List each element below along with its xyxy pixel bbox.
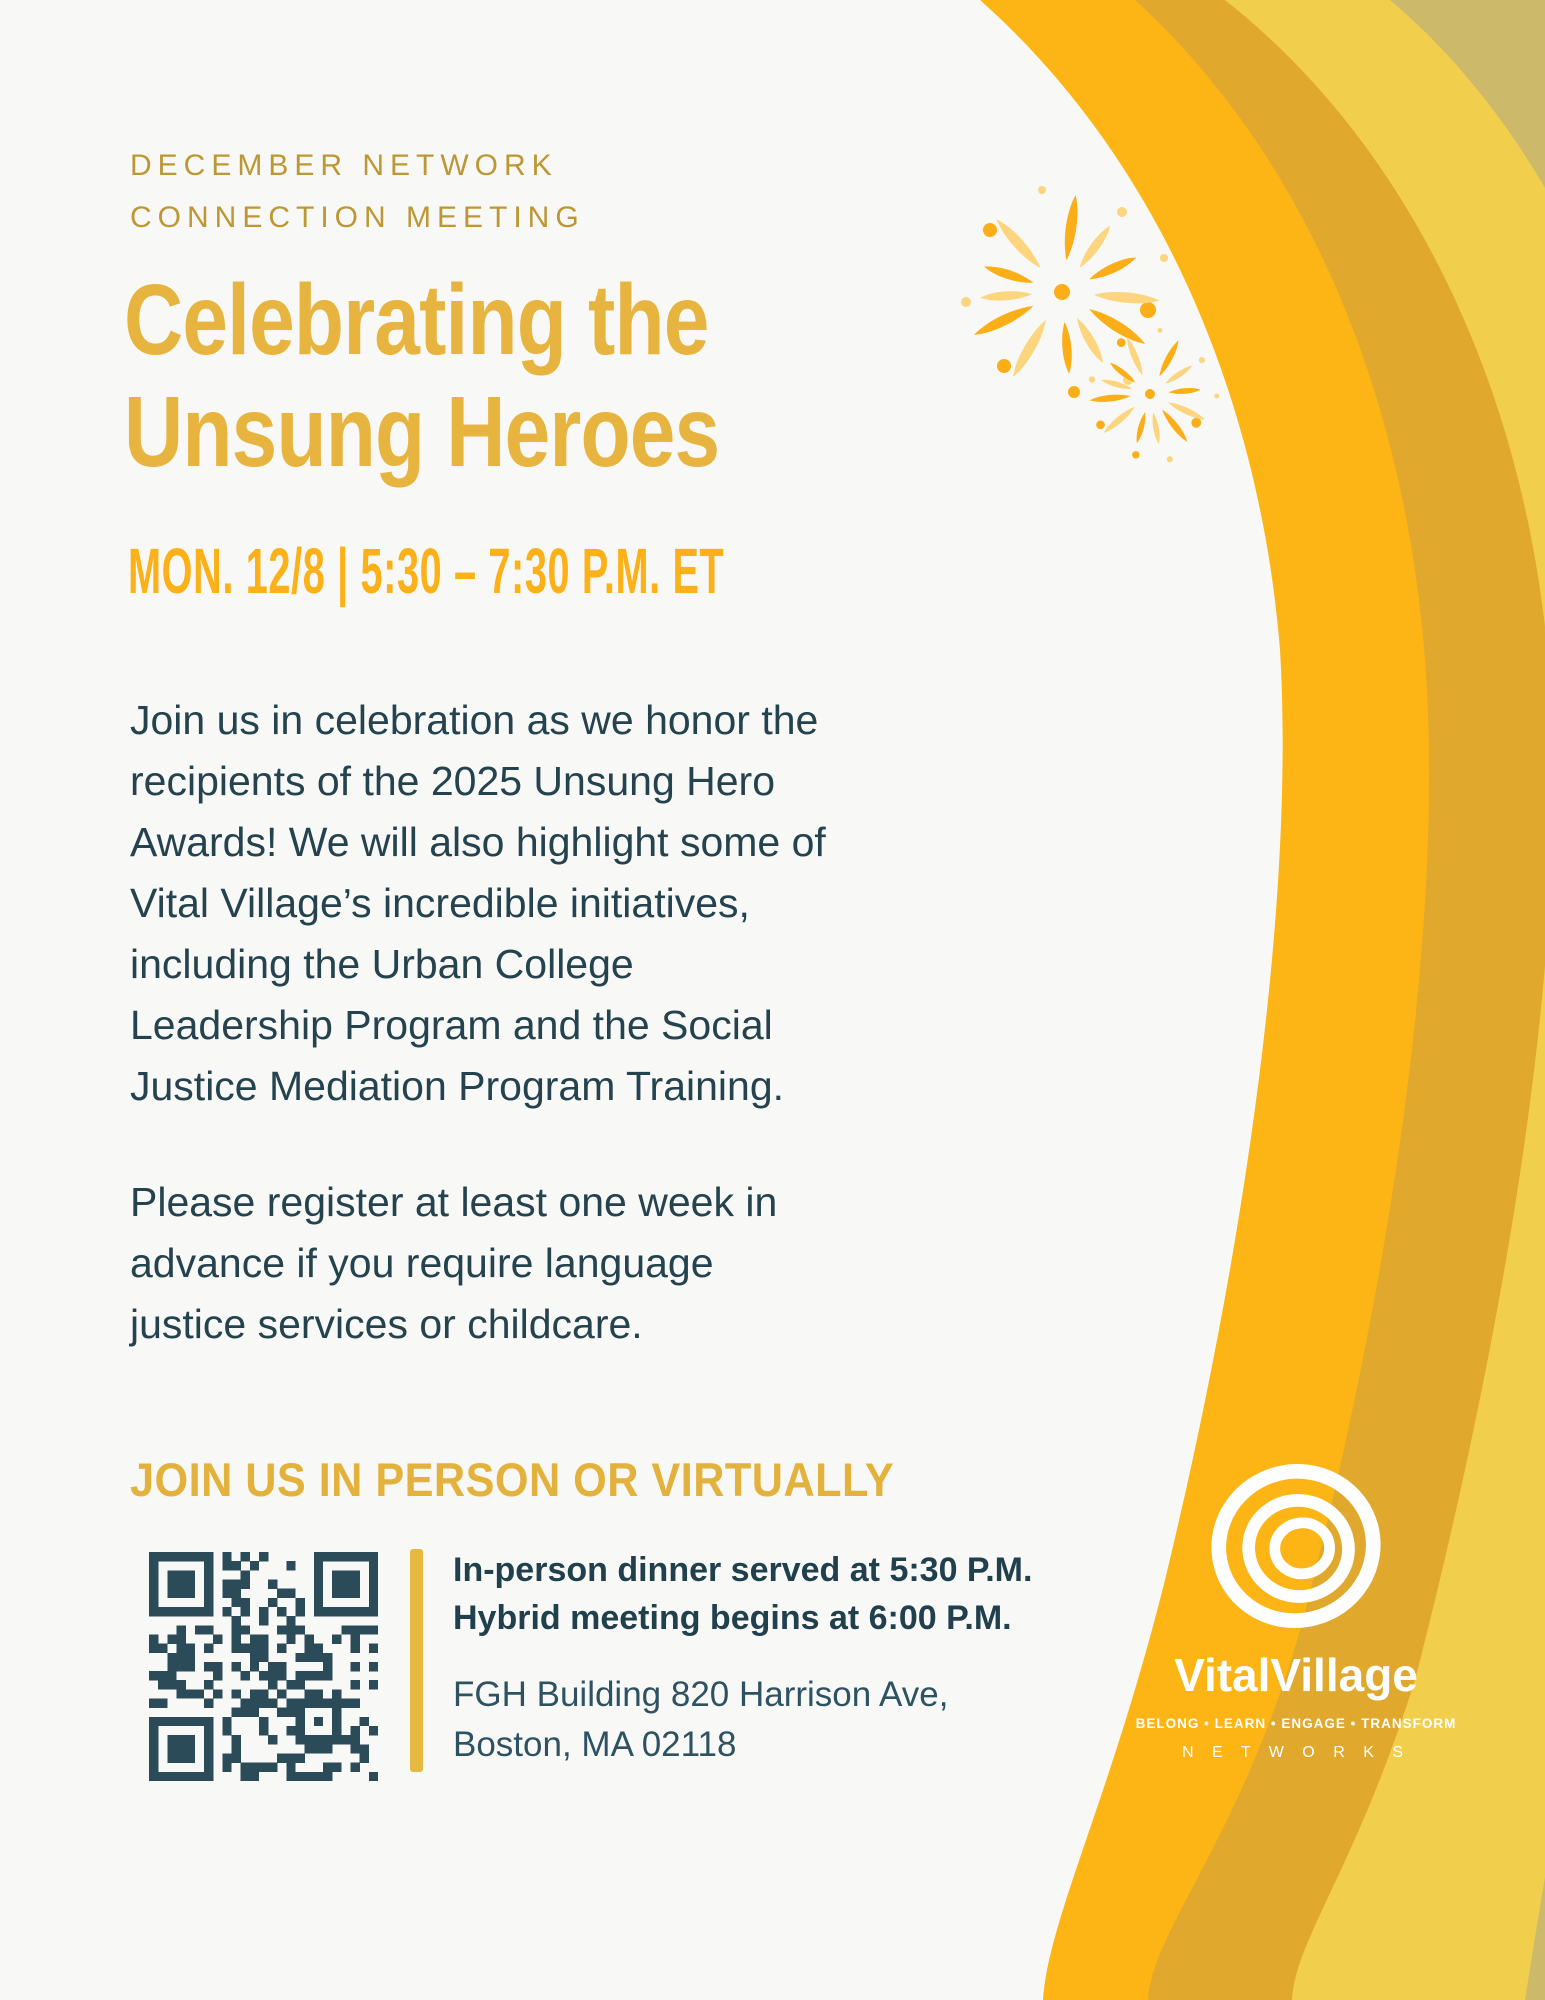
event-description: Join us in celebration as we honor the recipients of the 2025 Unsung Hero Awards! We will also highlight some of Vital Village’s incredible initiatives, including the Urban College Leadership Program and the Social Justice Mediation Program Training. bbox=[130, 697, 826, 1109]
divider-bar bbox=[410, 1549, 423, 1772]
vital-village-logo bbox=[1126, 1448, 1466, 1762]
event-datetime: MON. 12/8 | 5:30 – 7:30 P.M. ET bbox=[128, 535, 725, 607]
logo-networks: N E T W O R K S bbox=[1182, 1744, 1410, 1761]
eyebrow-heading: DECEMBER NETWORK CONNECTION MEETING bbox=[130, 149, 585, 234]
qr-code-icon bbox=[149, 1552, 378, 1781]
event-title: Celebrating the Unsung Heroes bbox=[124, 264, 720, 488]
join-heading: JOIN US IN PERSON OR VIRTUALLY bbox=[130, 1453, 895, 1506]
registration-note: Please register at least one week in advance if you require language justice services or childcare. bbox=[130, 1179, 778, 1347]
logo-tagline: BELONG • LEARN • ENGAGE • TRANSFORM bbox=[1135, 1716, 1457, 1731]
logo-brand: VitalVillage bbox=[1174, 1649, 1418, 1701]
schedule-text: In-person dinner served at 5:30 P.M. Hybrid meeting begins at 6:00 P.M. bbox=[453, 1551, 1033, 1637]
venue-address: FGH Building 820 Harrison Ave, Boston, MA 02118 bbox=[453, 1675, 949, 1764]
concentric-rings-icon bbox=[1198, 1448, 1394, 1644]
